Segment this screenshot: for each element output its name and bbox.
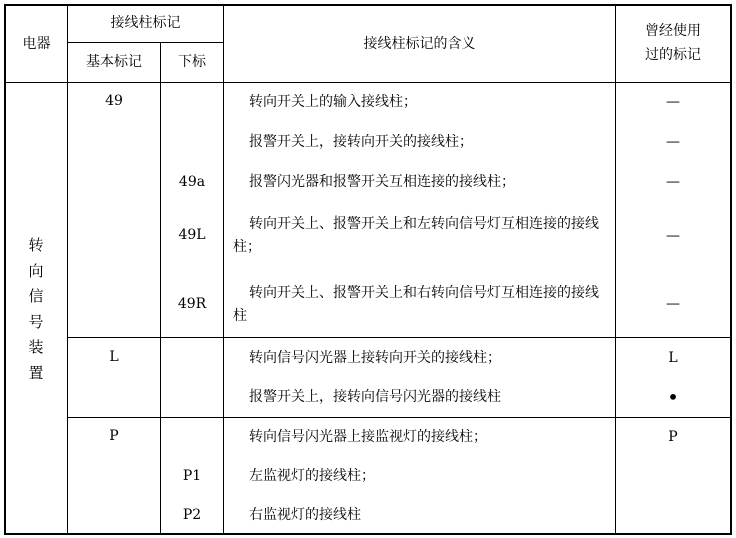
col-divider-device	[67, 4, 68, 535]
meaning-cell: 转向信号闪光器上接转向开关的接线柱；	[249, 350, 501, 366]
col-divider-meaning	[223, 4, 224, 535]
header-meaning: 接线柱标记的含义	[363, 36, 476, 52]
meaning-cell: 左监视灯的接线柱；	[249, 468, 375, 484]
previous-mark-cell: P	[668, 429, 678, 445]
subscript-cell: P1	[182, 468, 202, 484]
header-subscript: 下标	[178, 54, 206, 70]
header-device: 电器	[22, 36, 51, 52]
subscript-cell: 49a	[178, 174, 206, 190]
group-divider-L	[67, 337, 732, 338]
header-sub-divider	[67, 42, 223, 43]
subscript-cell: 49R	[177, 296, 207, 312]
header-basic-mark: 基本标记	[86, 54, 142, 70]
subscript-cell: P2	[182, 507, 202, 523]
meaning-cell: 报警闪光器和报警开关互相连接的接线柱；	[249, 174, 515, 190]
device-char-2: 向	[28, 262, 44, 280]
device-char-3: 信	[28, 287, 44, 305]
basic-mark-cell: P	[109, 428, 119, 444]
meaning-cell: 报警开关上，接转向开关的接线柱；	[249, 134, 473, 150]
previous-mark-cell: —	[666, 228, 680, 244]
meaning-cell: 转向开关上的输入接线柱；	[249, 94, 417, 110]
previous-mark-cell: —	[666, 174, 680, 190]
header-terminal-mark: 接线柱标记	[110, 15, 181, 31]
device-char-4: 号	[28, 313, 44, 331]
device-char-6: 置	[28, 364, 44, 382]
col-divider-previous	[615, 4, 616, 535]
previous-mark-bullet: •	[667, 385, 679, 409]
col-divider-subscript	[160, 42, 161, 535]
header-previous-mark-line2: 过的标记	[645, 47, 701, 63]
header-bottom-rule	[4, 82, 732, 83]
group-divider-P	[67, 417, 732, 418]
table-top-border	[4, 4, 732, 6]
header-previous-mark-line1: 曾经使用	[645, 23, 701, 39]
previous-mark-cell: —	[666, 134, 680, 150]
device-char-5: 装	[28, 338, 44, 356]
device-char-1: 转	[28, 236, 44, 254]
basic-mark-cell: L	[109, 349, 119, 365]
meaning-cell: 转向开关上、报警开关上和左转向信号灯互相连接的接线柱；	[233, 216, 599, 255]
meaning-cell: 报警开关上，接转向信号闪光器的接线柱	[249, 389, 501, 405]
meaning-cell: 转向开关上、报警开关上和右转向信号灯互相连接的接线柱	[233, 285, 599, 324]
terminal-mark-table	[4, 4, 732, 535]
subscript-cell: 49L	[178, 227, 206, 243]
table-left-border	[4, 4, 6, 535]
meaning-cell: 转向信号闪光器上接监视灯的接线柱；	[249, 429, 487, 445]
previous-mark-cell: L	[668, 350, 678, 366]
previous-mark-cell: —	[666, 296, 680, 312]
meaning-cell: 右监视灯的接线柱	[249, 507, 361, 523]
previous-mark-cell: —	[666, 94, 680, 110]
table-bottom-border	[4, 533, 732, 535]
table-right-border	[730, 4, 732, 535]
basic-mark-cell: 49	[105, 93, 123, 109]
